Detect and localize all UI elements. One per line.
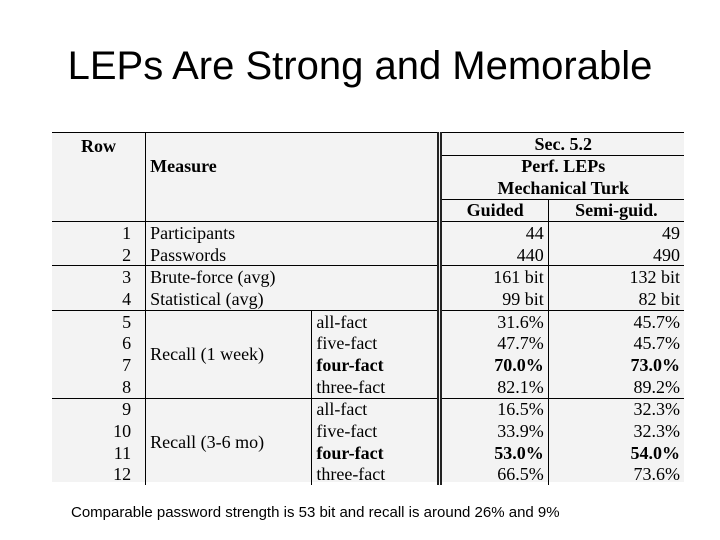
results-table-figure	[52, 132, 684, 485]
header-section: Sec. 5.2	[440, 133, 684, 156]
table-row: 1 Participants 44 49	[52, 222, 684, 244]
recall-months-label: Recall (3-6 mo)	[146, 398, 312, 485]
header-measure: Measure	[146, 133, 440, 200]
header-platform: Mechanical Turk	[440, 177, 684, 199]
recall-week-label: Recall (1 week)	[146, 310, 312, 398]
slide-caption: Comparable password strength is 53 bit and recall is around 26% and 9%	[71, 504, 560, 521]
header-row: Row	[52, 133, 146, 200]
table-row: 3 Brute-force (avg) 161 bit 132 bit	[52, 266, 684, 288]
table-row: 8 three-fact 82.1% 89.2%	[52, 376, 684, 398]
table-row: 2 Passwords 440 490	[52, 244, 684, 266]
header-perf: Perf. LEPs	[440, 155, 684, 177]
results-table	[52, 132, 684, 485]
header-guided: Guided	[440, 199, 548, 222]
table-row: 10 five-fact 33.9% 32.3%	[52, 420, 684, 442]
table-row: 11 four-fact 53.0% 54.0%	[52, 442, 684, 464]
slide-title: LEPs Are Strong and Memorable	[67, 44, 653, 88]
table-row: 7 four-fact 70.0% 73.0%	[52, 354, 684, 376]
table-row: 4 Statistical (avg) 99 bit 82 bit	[52, 288, 684, 310]
table-row: 5 Recall (1 week) all-fact 31.6% 45.7%	[52, 310, 684, 332]
table-row: 12 three-fact 66.5% 73.6%	[52, 464, 684, 486]
table-row: 9 Recall (3-6 mo) all-fact 16.5% 32.3%	[52, 398, 684, 420]
table-row: 6 five-fact 47.7% 45.7%	[52, 332, 684, 354]
header-semi-guided: Semi-guid.	[548, 199, 684, 222]
